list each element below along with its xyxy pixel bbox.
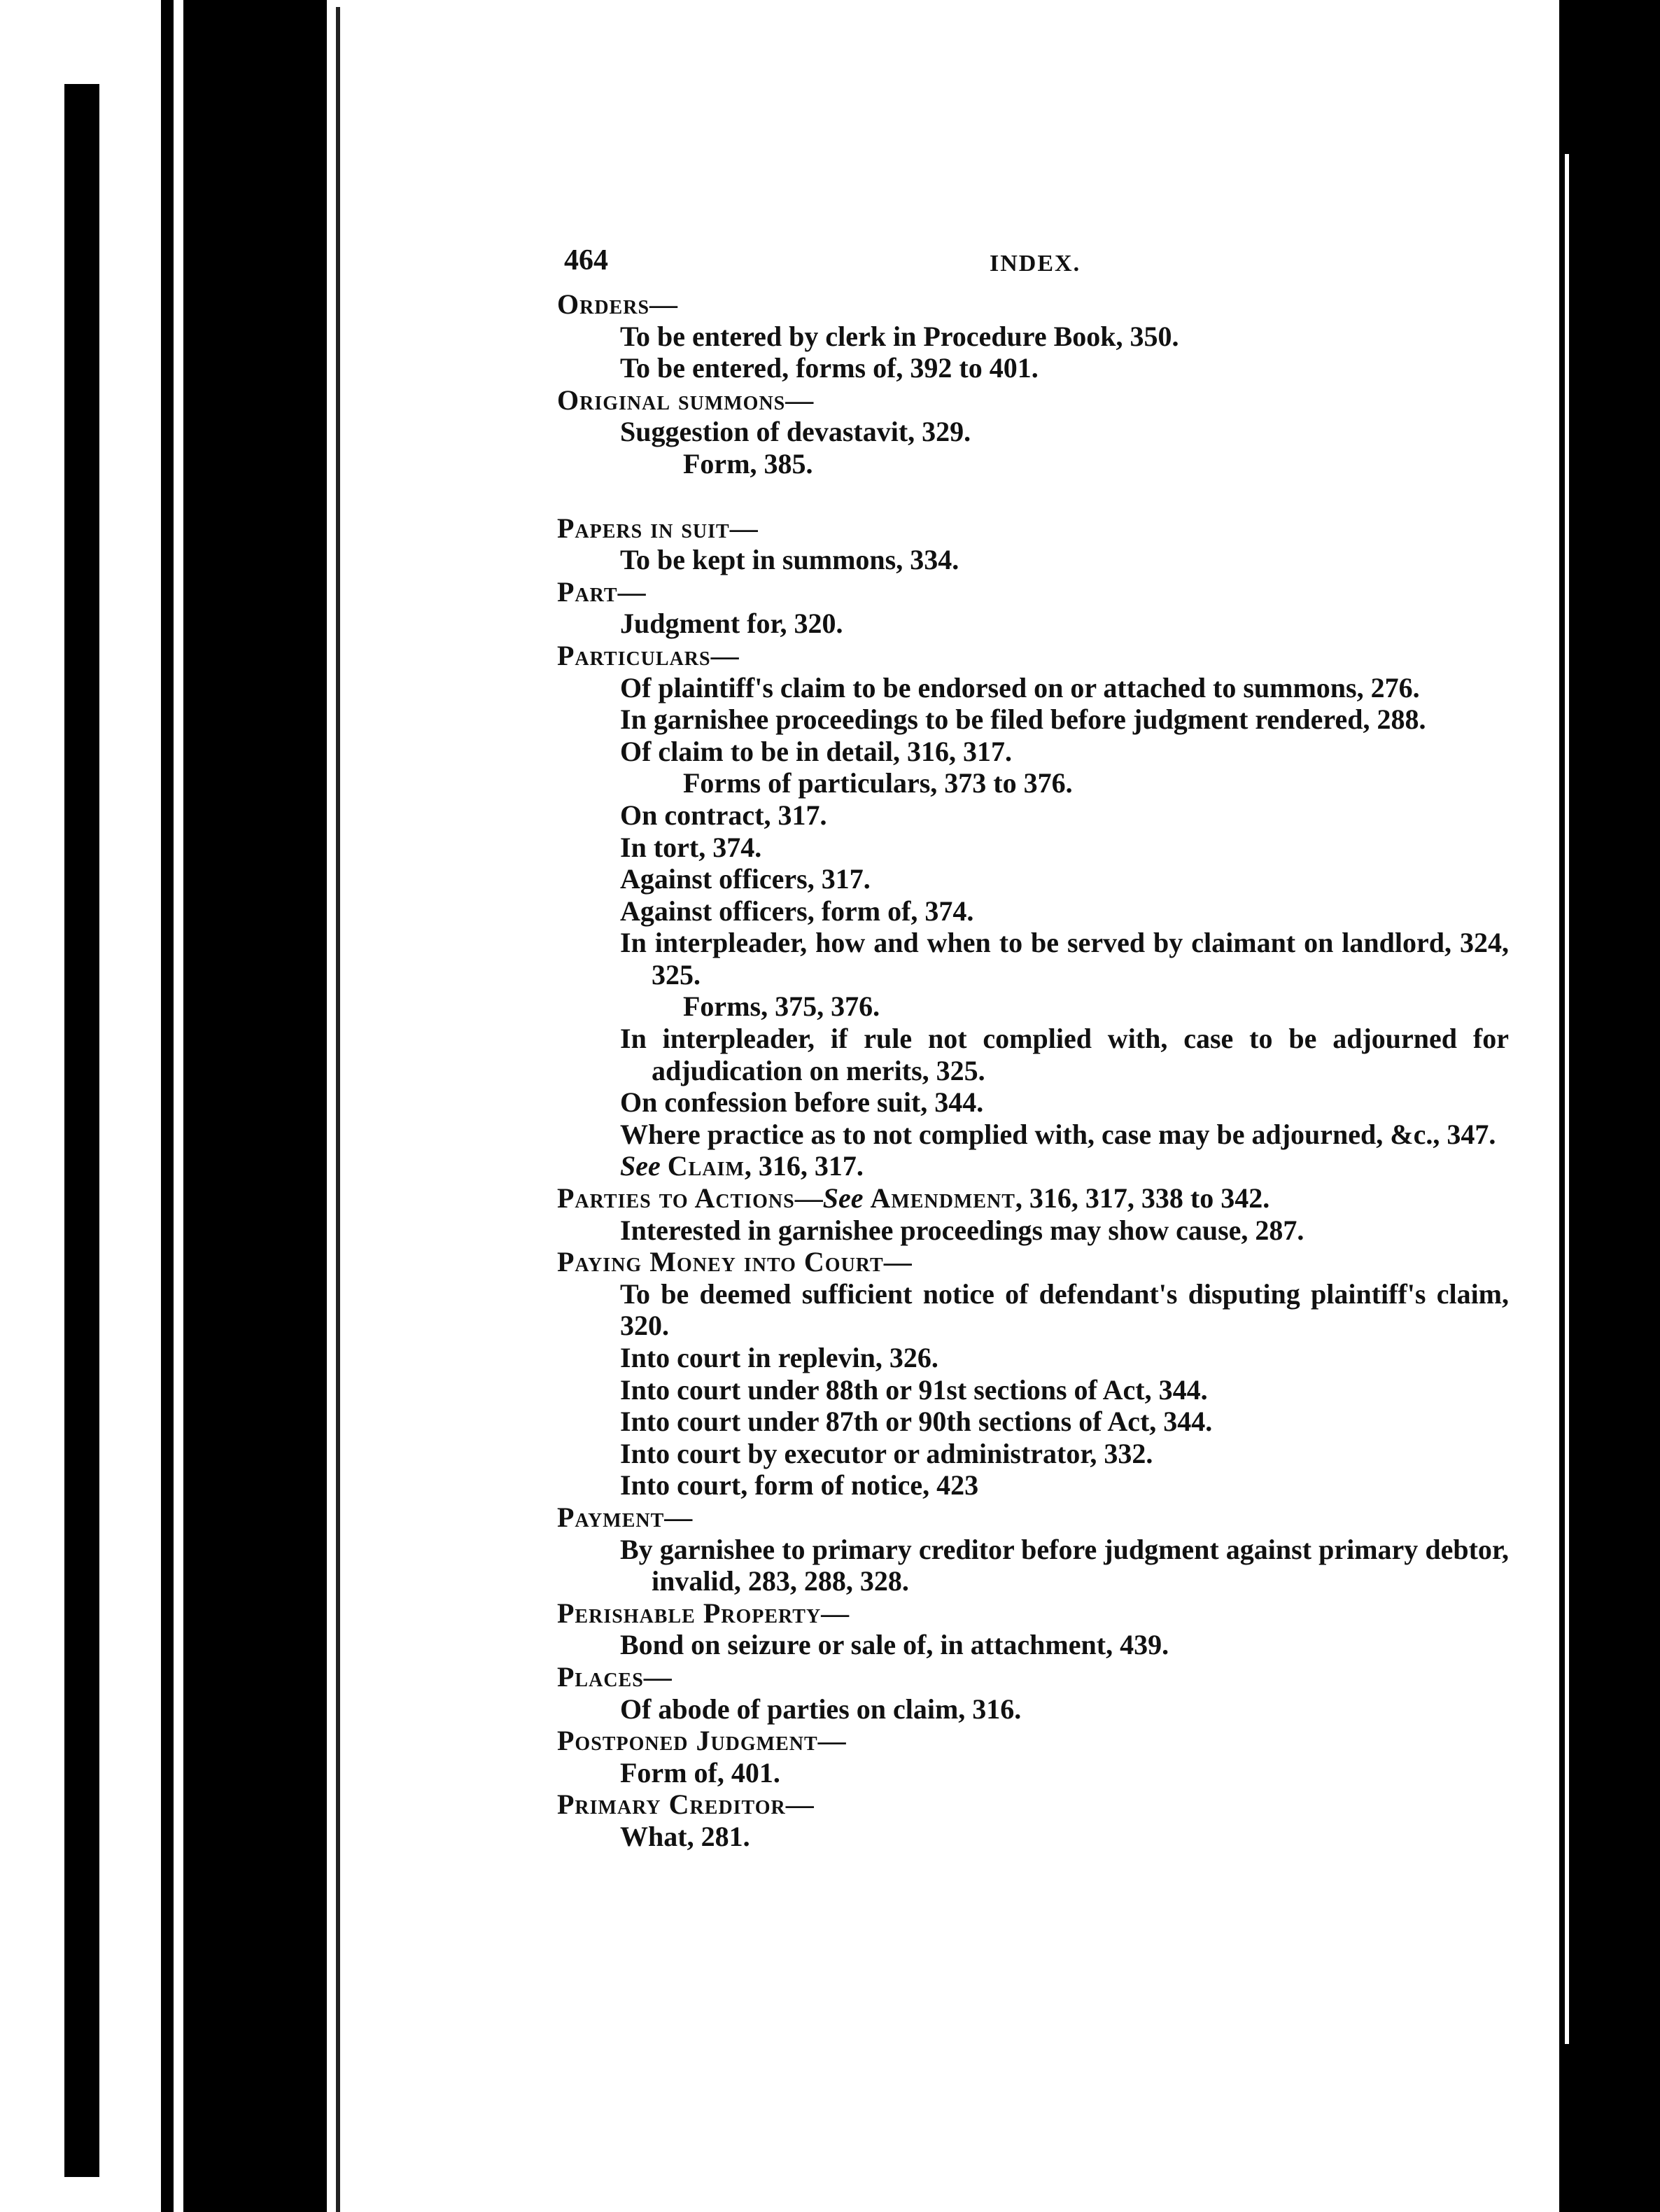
see-pages: , 316, 317, 338 to 342. [1015, 1182, 1270, 1214]
index-entry-payment [557, 1502, 1509, 1597]
entry-line: In tort, 374. [620, 831, 762, 863]
book-spine-shadow [0, 0, 329, 2212]
see-also-line [557, 1150, 1509, 1182]
see-word: See [822, 1182, 864, 1214]
entry-line: In interpleader, if rule not complied with, case to be adjourned for adjudication on merits, 325. [620, 1023, 1509, 1086]
index-entry-part [557, 576, 1509, 640]
entry-line: Of abode of parties on claim, 316. [620, 1693, 1022, 1725]
entry-heading: Parties to Actions [557, 1182, 795, 1214]
entry-line: To be kept in summons, 334. [620, 544, 959, 576]
entry-line: To be entered by clerk in Procedure Book, 350. [620, 320, 1179, 352]
entry-heading: Orders— [557, 288, 679, 320]
entry-heading: Postponed Judgment— [557, 1725, 847, 1757]
entry-line: Against officers, form of, 374. [620, 895, 974, 927]
entry-line: Into court under 87th or 90th sections of Act, 344. [620, 1406, 1213, 1438]
entry-line: Form, 385. [683, 447, 813, 479]
entry-heading: Primary Creditor— [557, 1788, 815, 1821]
see-word: See [620, 1150, 661, 1182]
entry-line: Into court in replevin, 326. [620, 1342, 938, 1373]
running-title: INDEX. [990, 251, 1081, 276]
heading-dash: — [794, 1182, 823, 1214]
index-entry-places [557, 1661, 1509, 1725]
index-entry-parties-to-actions [557, 1182, 1509, 1246]
entry-heading: Paying Money into Court— [557, 1246, 913, 1278]
entry-line: In garnishee proceedings to be filed before judgment rendered, 288. [620, 704, 1426, 736]
entry-line: Interested in garnishee proceedings may show cause, 287. [620, 1214, 1304, 1246]
index-entry-papers-in-suit [557, 512, 1509, 576]
entry-line: What, 281. [620, 1820, 750, 1852]
entry-heading: Perishable Property— [557, 1597, 850, 1629]
entry-line: Against officers, 317. [620, 863, 871, 895]
see-reference: Claim [667, 1150, 745, 1182]
index-entry-particulars [557, 640, 1509, 1182]
entry-line: Judgment for, 320. [620, 608, 843, 640]
entry-heading-line [557, 1182, 1509, 1214]
entry-heading: Part— [557, 575, 647, 608]
page-header [557, 245, 1509, 288]
index-entry-orders [557, 288, 1509, 384]
index-entry-postponed-judgment [557, 1725, 1509, 1788]
entry-line: Form of, 401. [620, 1756, 780, 1788]
see-pages: , 316, 317. [744, 1150, 864, 1182]
facing-page-edge [1559, 0, 1660, 2212]
index-entry-paying-money [557, 1246, 1509, 1502]
entry-heading: Papers in suit— [557, 512, 759, 544]
spine-edge-dark [183, 0, 327, 2212]
entry-line: To be entered, forms of, 392 to 401. [620, 352, 1039, 384]
entry-heading: Payment— [557, 1501, 694, 1533]
entry-line: Into court, form of notice, 423 [620, 1469, 979, 1502]
entry-line: Of plaintiff's claim to be endorsed on or attached to summons, 276. [620, 671, 1420, 704]
entry-line: Into court by executor or administrator, 332. [620, 1437, 1153, 1469]
entry-line: Suggestion of devastavit, 329. [620, 416, 971, 448]
entry-line: On confession before suit, 344. [620, 1086, 984, 1119]
entry-line: By garnishee to primary creditor before judgment against primary debtor, invalid, 283, 288, 328. [620, 1533, 1509, 1597]
spine-edge-dark [161, 0, 174, 2212]
entry-line: To be deemed sufficient notice of defendant's disputing plaintiff's claim, 320. [620, 1278, 1509, 1342]
entry-line: Of claim to be in detail, 316, 317. [620, 735, 1012, 767]
index-entry-primary-creditor [557, 1788, 1509, 1852]
spine-edge-dark [64, 84, 99, 2177]
page-edge-gap [1565, 154, 1569, 2044]
entry-heading: Places— [557, 1660, 673, 1693]
index-page [557, 245, 1509, 1853]
entry-line: Forms of particulars, 373 to 376. [683, 767, 1073, 799]
section-spacer [557, 480, 1509, 512]
entry-line: On contract, 317. [620, 799, 827, 831]
entry-line: Into court under 88th or 91st sections of Act, 344. [620, 1373, 1208, 1406]
entry-heading: Particulars— [557, 639, 740, 671]
entry-line: Forms, 375, 376. [683, 990, 880, 1023]
entry-line: Where practice as to not complied with, case may be adjourned, &c., 347. [620, 1118, 1496, 1150]
see-reference: Amendment [870, 1182, 1015, 1214]
index-entry-original-summons [557, 384, 1509, 480]
entry-line: Bond on seizure or sale of, in attachment, 439. [620, 1629, 1169, 1661]
entry-line: In interpleader, how and when to be served by claimant on landlord, 324, 325. [620, 927, 1509, 990]
index-entry-perishable-property [557, 1597, 1509, 1661]
page-number: 464 [564, 244, 608, 276]
entry-heading: Original summons— [557, 384, 815, 416]
